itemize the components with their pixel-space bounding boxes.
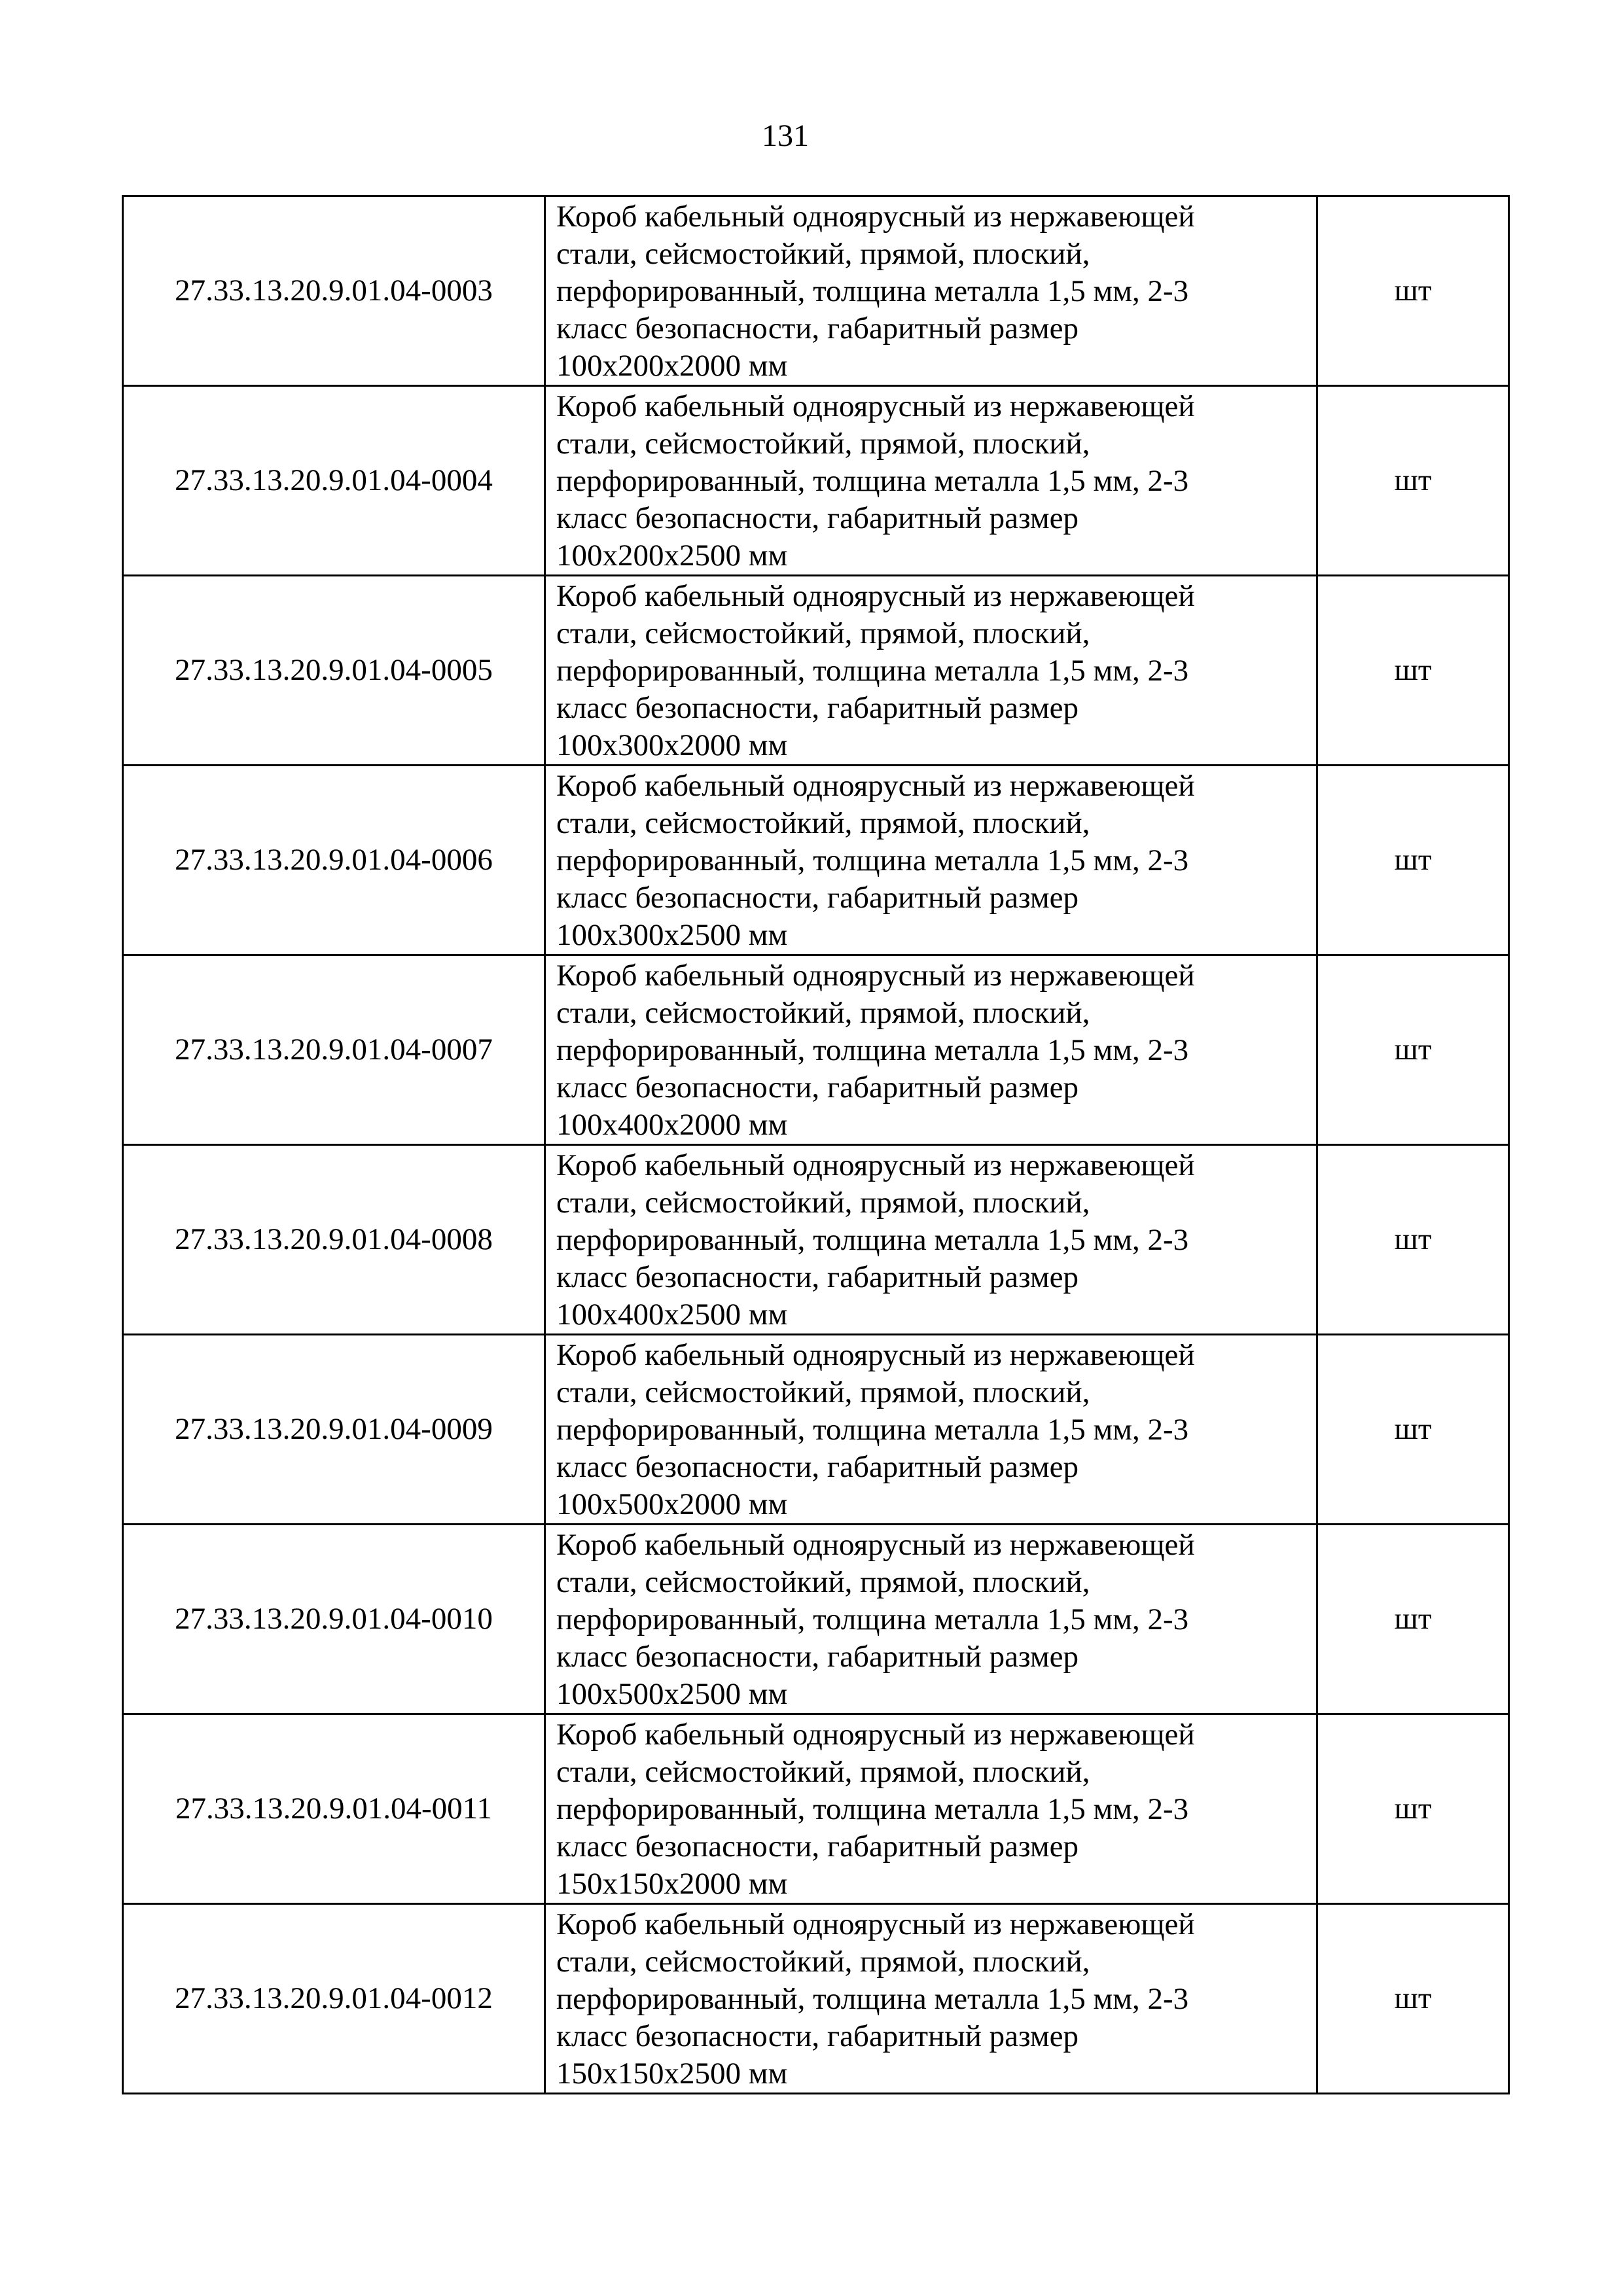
item-unit: шт (1317, 386, 1509, 576)
item-description: Короб кабельный одноярусный из нержавеющей стали, сейсмостойкий, прямой, плоский, перфорированный, толщина металла 1,5 мм, 2-3 класс безопасности, габаритный размер 100х400х2000 мм (556, 959, 1195, 1142)
item-description-cell (545, 1145, 1317, 1335)
item-description: Короб кабельный одноярусный из нержавеющей стали, сейсмостойкий, прямой, плоский, перфорированный, толщина металла 1,5 мм, 2-3 класс безопасности, габаритный размер 100х300х2000 мм (556, 579, 1195, 762)
table-row (123, 196, 1509, 386)
item-unit: шт (1317, 1145, 1509, 1335)
table-row (123, 1525, 1509, 1714)
item-code: 27.33.13.20.9.01.04-0008 (123, 1145, 545, 1335)
item-unit: шт (1317, 1714, 1509, 1904)
item-unit: шт (1317, 766, 1509, 955)
item-description: Короб кабельный одноярусный из нержавеющей стали, сейсмостойкий, прямой, плоский, перфорированный, толщина металла 1,5 мм, 2-3 класс безопасности, габаритный размер 150х150х2000 мм (556, 1718, 1195, 1901)
item-description: Короб кабельный одноярусный из нержавеющей стали, сейсмостойкий, прямой, плоский, перфорированный, толщина металла 1,5 мм, 2-3 класс безопасности, габаритный размер 100х500х2000 мм (556, 1338, 1195, 1521)
item-code: 27.33.13.20.9.01.04-0005 (123, 576, 545, 766)
item-description-cell (545, 1335, 1317, 1525)
item-description: Короб кабельный одноярусный из нержавеющей стали, сейсмостойкий, прямой, плоский, перфорированный, толщина металла 1,5 мм, 2-3 класс безопасности, габаритный размер 100х500х2500 мм (556, 1528, 1195, 1711)
items-table-body (123, 196, 1509, 2094)
table-row (123, 1335, 1509, 1525)
item-description: Короб кабельный одноярусный из нержавеющей стали, сейсмостойкий, прямой, плоский, перфорированный, толщина металла 1,5 мм, 2-3 класс безопасности, габаритный размер 100х300х2500 мм (556, 769, 1195, 952)
item-description: Короб кабельный одноярусный из нержавеющей стали, сейсмостойкий, прямой, плоский, перфорированный, толщина металла 1,5 мм, 2-3 класс безопасности, габаритный размер 100х400х2500 мм (556, 1148, 1195, 1332)
item-code: 27.33.13.20.9.01.04-0012 (123, 1904, 545, 2094)
table-row (123, 1904, 1509, 2094)
item-unit: шт (1317, 576, 1509, 766)
item-description-cell (545, 1714, 1317, 1904)
item-code: 27.33.13.20.9.01.04-0007 (123, 955, 545, 1145)
table-row (123, 576, 1509, 766)
page-number: 131 (762, 118, 809, 153)
item-code: 27.33.13.20.9.01.04-0003 (123, 196, 545, 386)
item-description-cell (545, 386, 1317, 576)
item-description-cell (545, 766, 1317, 955)
item-description-cell (545, 1904, 1317, 2094)
item-unit: шт (1317, 196, 1509, 386)
item-description-cell (545, 1525, 1317, 1714)
item-description: Короб кабельный одноярусный из нержавеющей стали, сейсмостойкий, прямой, плоский, перфорированный, толщина металла 1,5 мм, 2-3 класс безопасности, габаритный размер 100х200х2500 мм (556, 389, 1195, 573)
item-description: Короб кабельный одноярусный из нержавеющей стали, сейсмостойкий, прямой, плоский, перфорированный, толщина металла 1,5 мм, 2-3 класс безопасности, габаритный размер 150х150х2500 мм (556, 1907, 1195, 2091)
item-unit: шт (1317, 955, 1509, 1145)
item-description-cell (545, 955, 1317, 1145)
item-code: 27.33.13.20.9.01.04-0009 (123, 1335, 545, 1525)
item-code: 27.33.13.20.9.01.04-0004 (123, 386, 545, 576)
table-row (123, 955, 1509, 1145)
item-description-cell (545, 576, 1317, 766)
item-unit: шт (1317, 1904, 1509, 2094)
table-row (123, 386, 1509, 576)
table-row (123, 1714, 1509, 1904)
item-description-cell (545, 196, 1317, 386)
item-code: 27.33.13.20.9.01.04-0010 (123, 1525, 545, 1714)
item-unit: шт (1317, 1335, 1509, 1525)
items-table (122, 195, 1510, 2094)
item-description: Короб кабельный одноярусный из нержавеющей стали, сейсмостойкий, прямой, плоский, перфорированный, толщина металла 1,5 мм, 2-3 класс безопасности, габаритный размер 100х200х2000 мм (556, 200, 1195, 383)
item-unit: шт (1317, 1525, 1509, 1714)
item-code: 27.33.13.20.9.01.04-0006 (123, 766, 545, 955)
item-code: 27.33.13.20.9.01.04-0011 (123, 1714, 545, 1904)
table-row (123, 1145, 1509, 1335)
table-row (123, 766, 1509, 955)
